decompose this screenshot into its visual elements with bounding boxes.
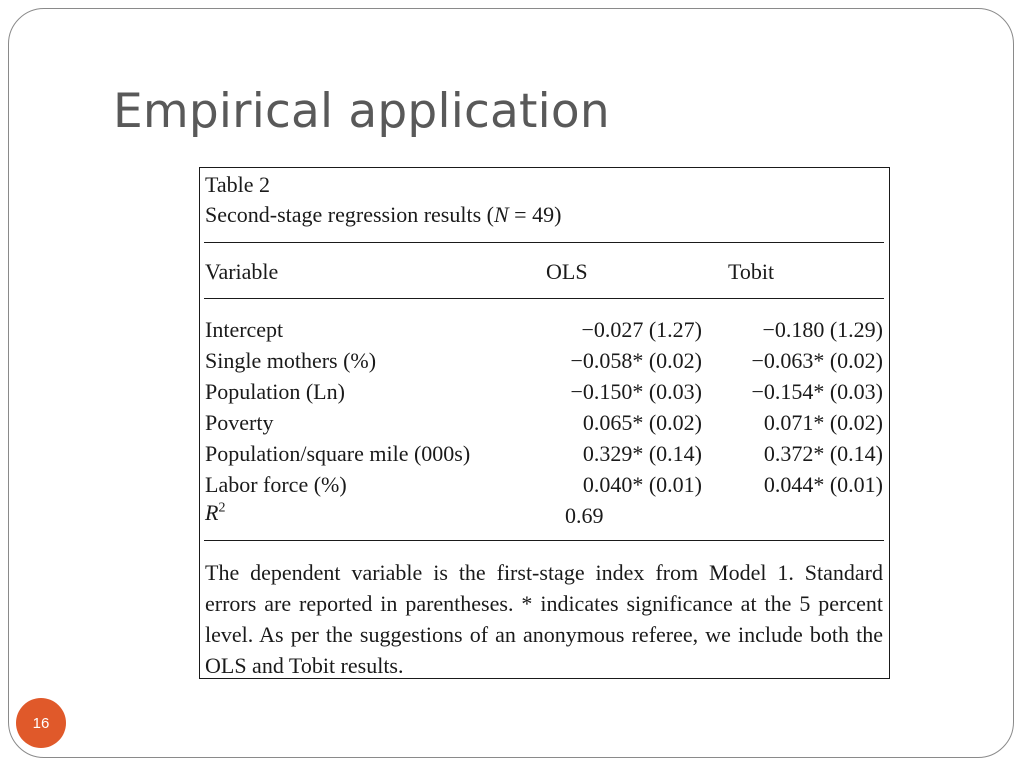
r2-ols: 0.69 [565, 503, 604, 528]
row-ols-value: −0.058* (0.02) [570, 348, 702, 373]
header-variable: Variable [205, 259, 279, 284]
table-note: The dependent variable is the first-stage index from Model 1. Standard errors are reported in parentheses. * indicates significance at the 5 percent level. As per the suggestions of an anonymous referee, we include both the OLS and Tobit results. [205, 560, 883, 678]
row-tobit-value: 0.372* (0.14) [763, 441, 883, 466]
row-variable: Population/square mile (000s) [205, 441, 471, 466]
row-ols-value: 0.329* (0.14) [582, 441, 702, 466]
subtitle-n: N [493, 202, 509, 227]
row-tobit-value: 0.044* (0.01) [763, 472, 883, 497]
r2-exponent: 2 [218, 500, 226, 516]
page-number-badge: 16 [16, 698, 66, 748]
row-ols-value: 0.040* (0.01) [582, 472, 702, 497]
row-tobit-value: −0.180 (1.29) [762, 317, 883, 342]
subtitle-prefix: Second-stage regression results ( [205, 202, 494, 227]
row-tobit-value: −0.063* (0.02) [751, 348, 883, 373]
row-ols-value: −0.027 (1.27) [581, 317, 702, 342]
row-tobit-value: −0.154* (0.03) [751, 379, 883, 404]
header-ols: OLS [546, 259, 588, 284]
row-ols-value: −0.150* (0.03) [570, 379, 702, 404]
table-caption: Table 2 [205, 172, 271, 197]
top-rule [204, 242, 884, 243]
regression-table [199, 167, 890, 679]
row-variable: Labor force (%) [205, 472, 347, 497]
row-variable: Poverty [205, 410, 274, 435]
subtitle-suffix: = 49) [508, 202, 562, 227]
r2-label [205, 500, 225, 526]
row-variable: Intercept [205, 317, 284, 342]
header-rule [204, 298, 884, 299]
row-tobit-value: 0.071* (0.02) [763, 410, 883, 435]
header-tobit: Tobit [728, 259, 775, 284]
row-variable: Single mothers (%) [205, 348, 377, 373]
table-subtitle [205, 202, 561, 228]
row-ols-value: 0.065* (0.02) [582, 410, 702, 435]
row-variable: Population (Ln) [205, 379, 345, 404]
r2-base: R [205, 500, 219, 525]
slide-title: Empirical application [113, 84, 610, 139]
bottom-rule [204, 540, 884, 541]
